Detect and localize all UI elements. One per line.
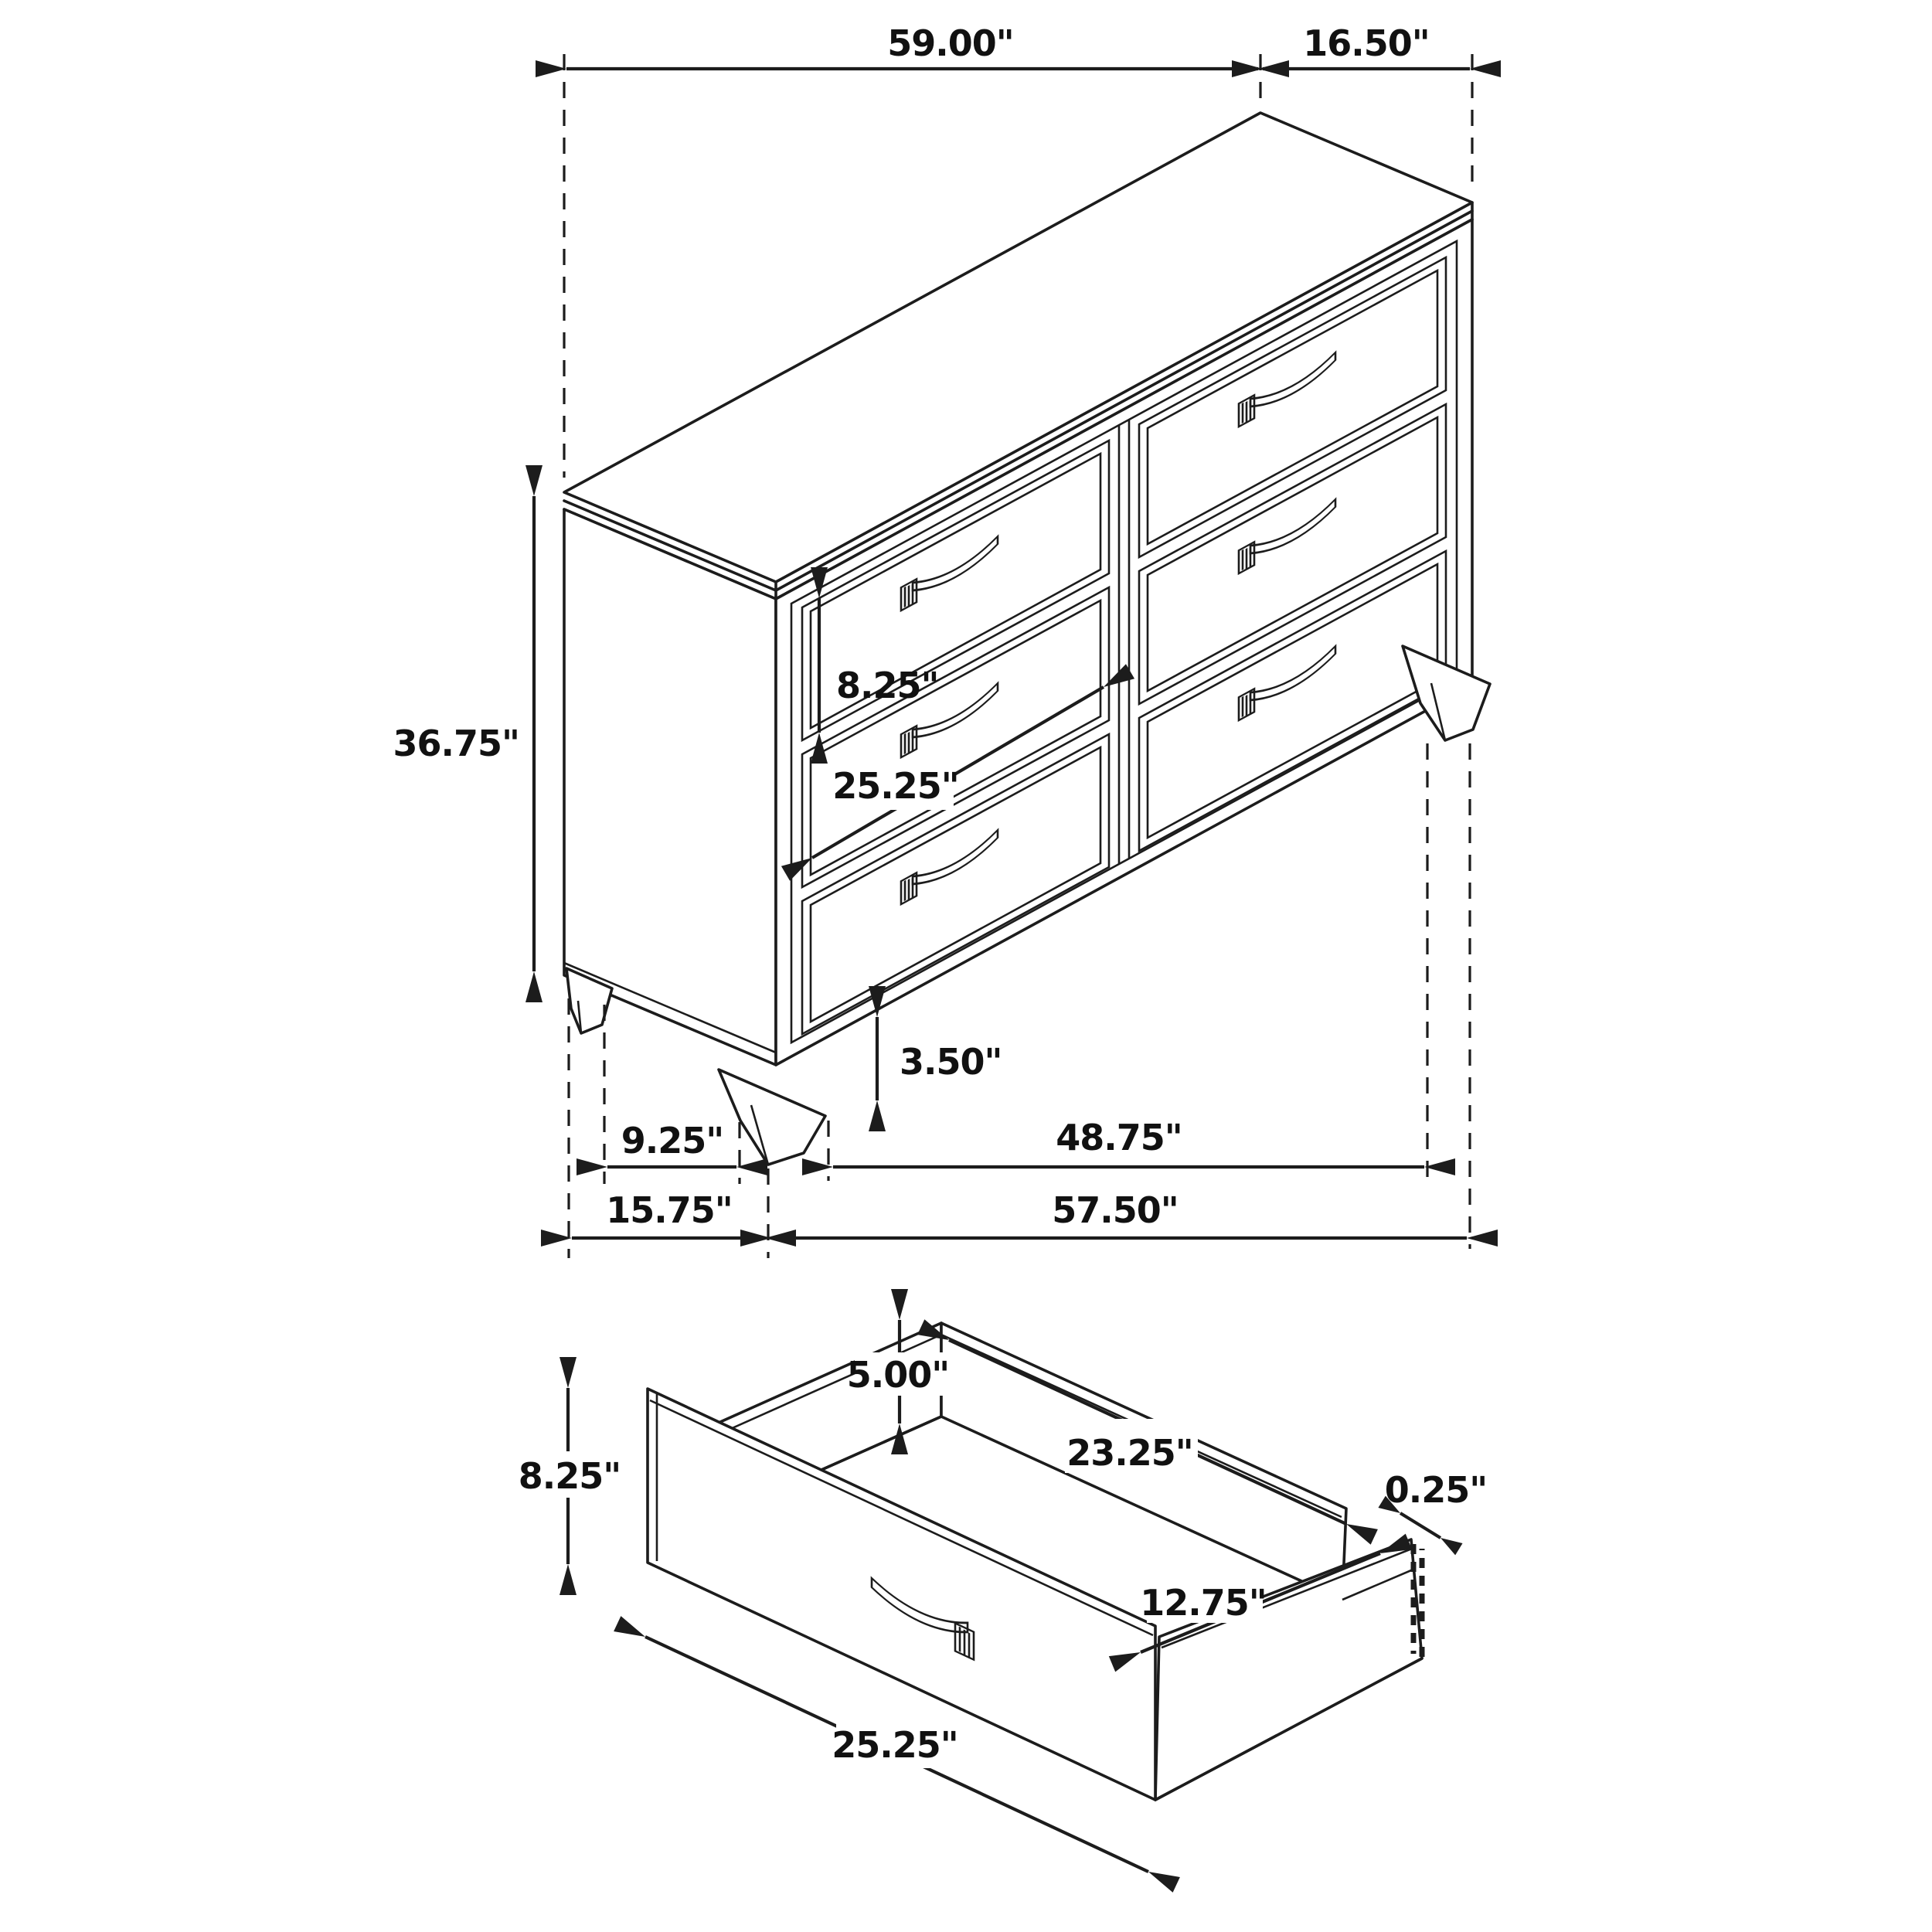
- dresser-figure: [393, 22, 1490, 1258]
- dim-interior-width-label: 23.25": [1066, 1432, 1193, 1474]
- dim-top-width-label: 59.00": [887, 22, 1014, 64]
- dim-drawer-front-height-detail: [519, 1388, 621, 1564]
- dim-wall-thickness-label: 0.25": [1384, 1469, 1488, 1511]
- dim-interior-depth-label: 12.75": [1140, 1582, 1267, 1624]
- dim-overall-height-label: 36.75": [393, 723, 519, 764]
- dim-wall-thickness: [1385, 1469, 1487, 1538]
- dim-overall-height: [393, 496, 534, 971]
- dim-side-wall-height-label: 5.00": [846, 1354, 950, 1396]
- dim-drawer-front-height-detail-label: 8.25": [518, 1455, 621, 1497]
- dim-front-base-width: [771, 1189, 1467, 1238]
- dim-foot-height-label: 3.50": [900, 1041, 1002, 1083]
- dim-front-foot-spacing: [833, 1117, 1424, 1167]
- dim-drawer-front-height-label: 8.25": [836, 665, 939, 706]
- dim-side-base-width: [572, 1189, 765, 1238]
- dim-top-width: [566, 22, 1258, 69]
- drawer-figure: [519, 1320, 1487, 1872]
- dim-front-base-width-label: 57.50": [1052, 1189, 1179, 1231]
- dim-exterior-width-label: 25.25": [832, 1724, 958, 1766]
- dim-side-base-width-label: 15.75": [606, 1189, 733, 1231]
- dim-side-foot-spacing: [607, 1120, 736, 1167]
- dim-top-depth: [1263, 22, 1470, 69]
- dim-foot-height: [877, 1017, 1002, 1100]
- dim-drawer-front-width-label: 25.25": [832, 765, 959, 807]
- dim-front-foot-spacing-label: 48.75": [1056, 1117, 1182, 1158]
- dim-top-depth-label: 16.50": [1303, 22, 1430, 64]
- dim-side-foot-spacing-label: 9.25": [621, 1120, 724, 1162]
- foot-front-left: [719, 1070, 825, 1165]
